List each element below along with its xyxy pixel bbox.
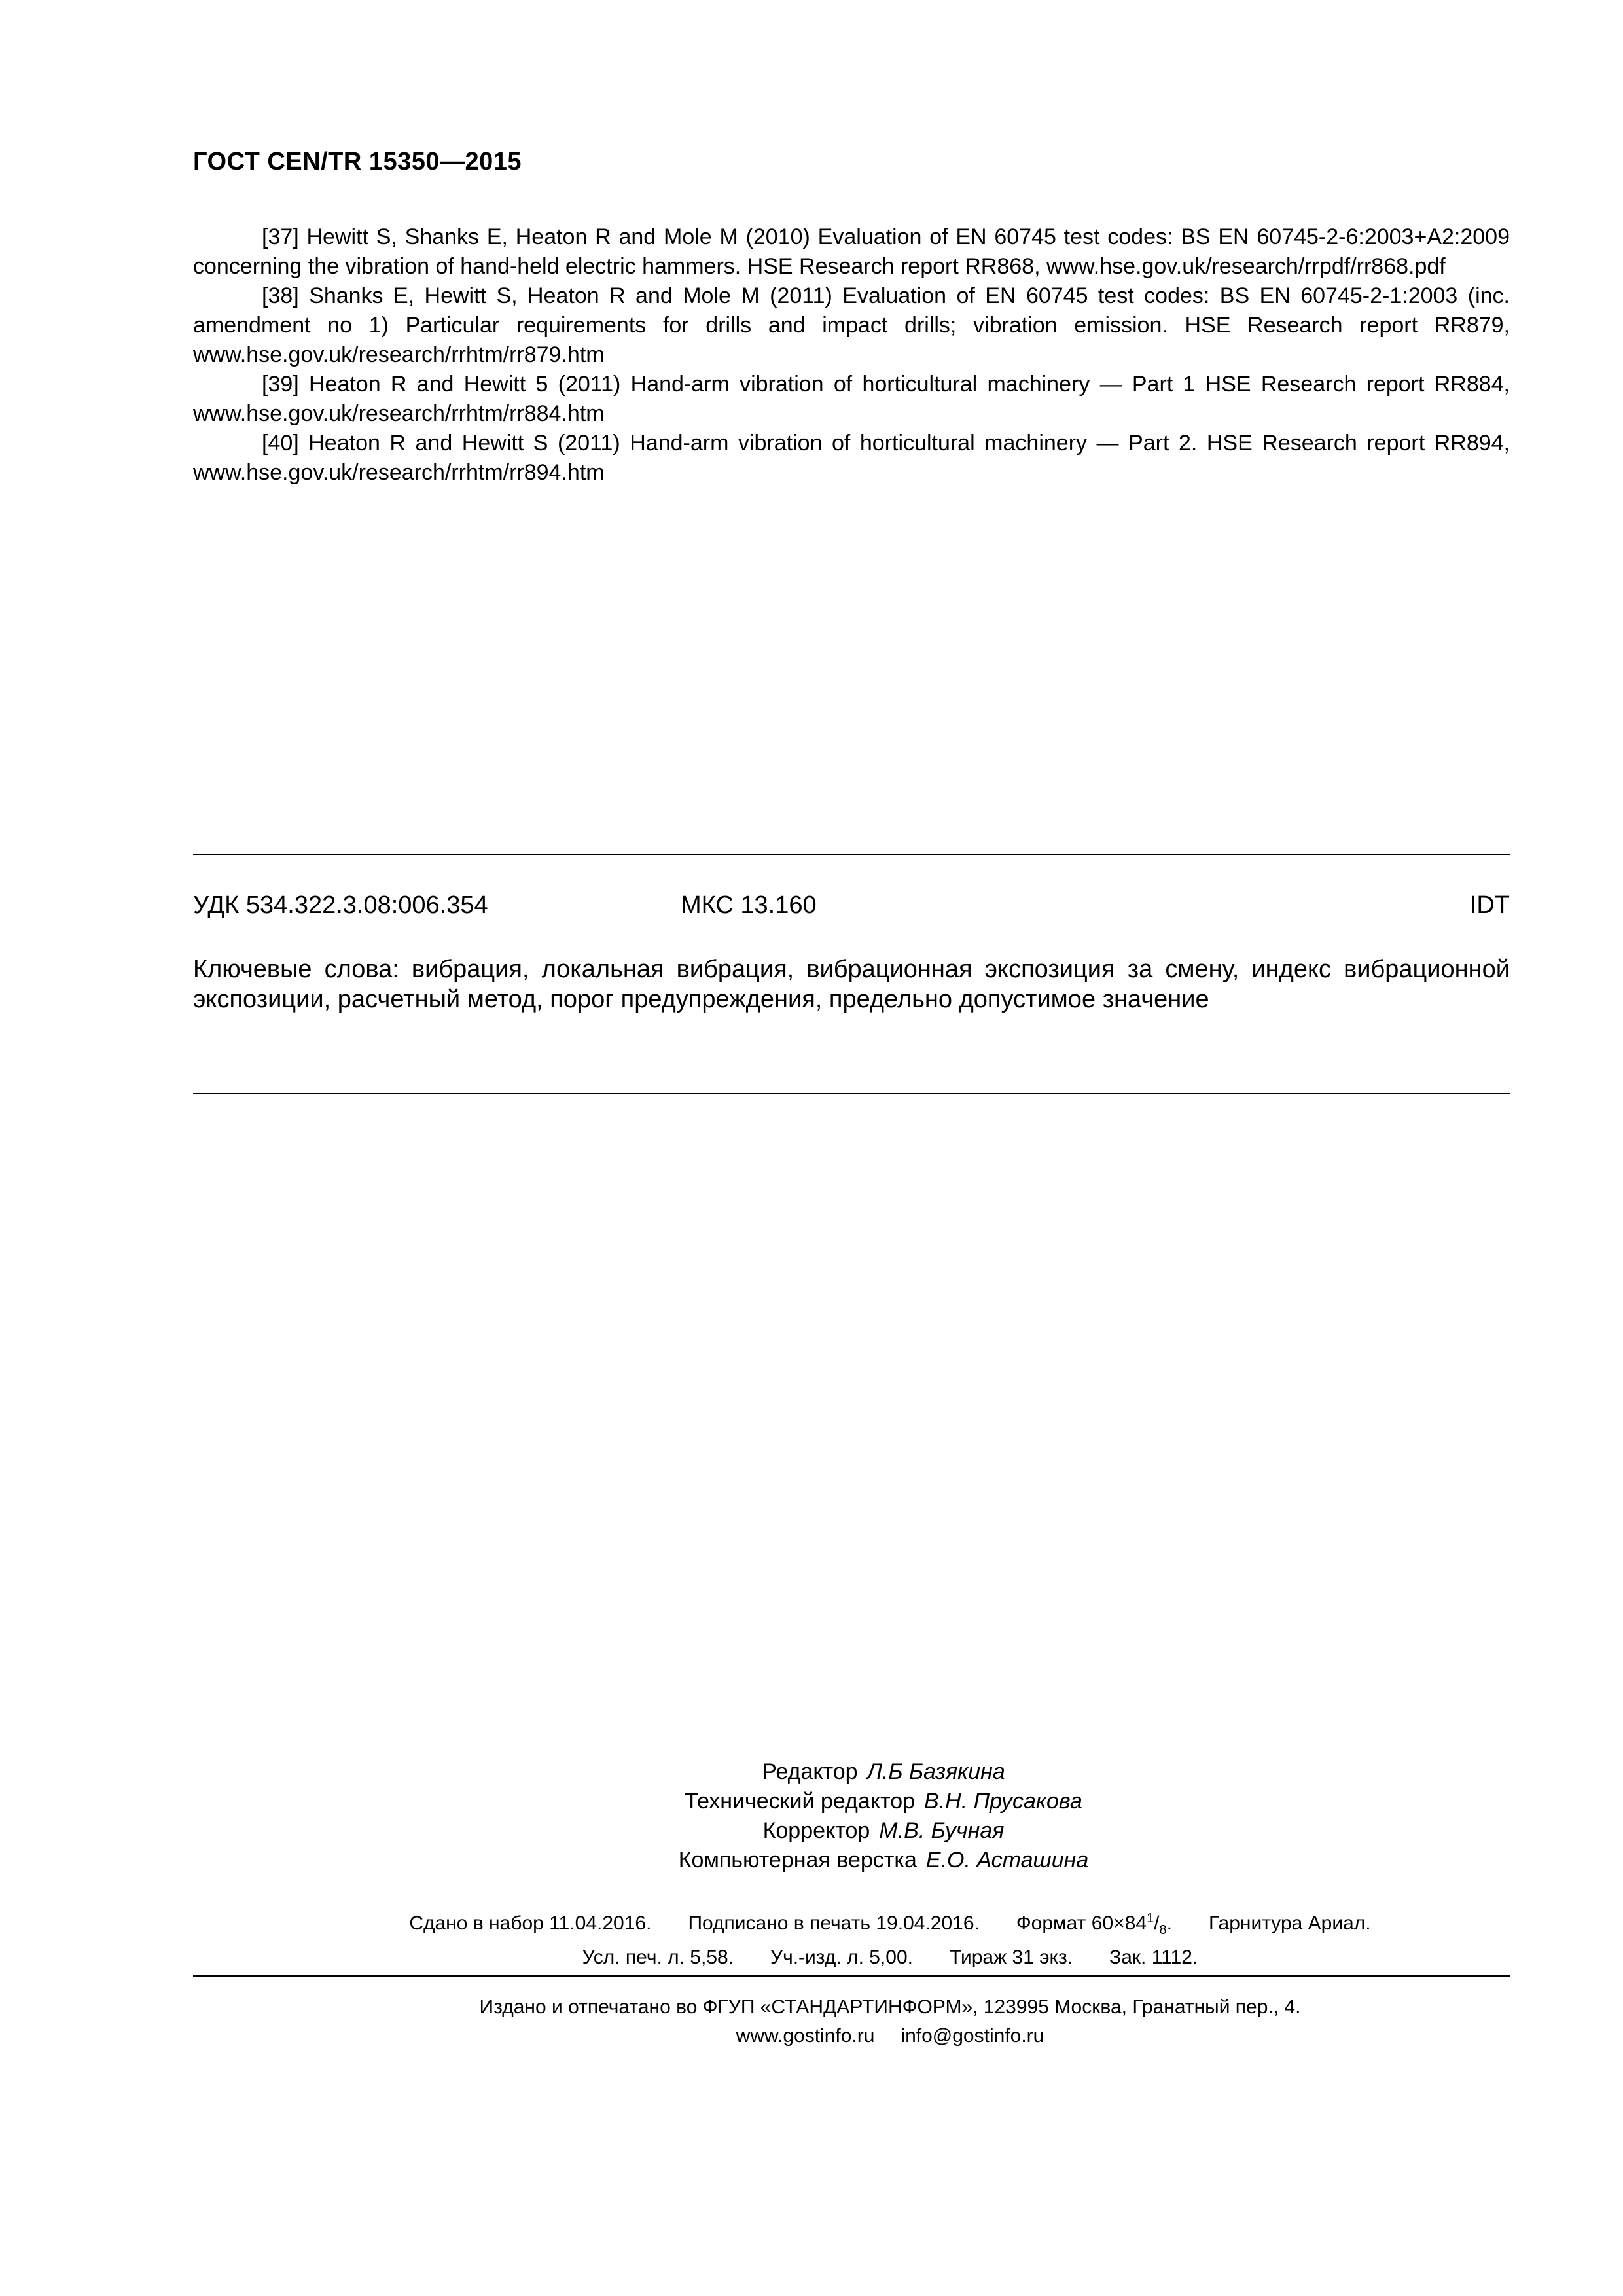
publisher-line: Издано и отпечатано во ФГУП «СТАНДАРТИНФОРМ», 123995 Москва, Гранатный пер., 4. xyxy=(479,1996,1301,2018)
imprint-print-sheets: Усл. печ. л. 5,58. xyxy=(582,1946,734,1968)
format-suffix: . xyxy=(1166,1912,1172,1934)
page-header-title: ГОСТ CEN/TR 15350—2015 xyxy=(193,148,522,175)
format-prefix: Формат 60×84 xyxy=(1016,1912,1147,1934)
imprint-submitted: Сдано в набор 11.04.2016. xyxy=(409,1912,652,1934)
keywords-paragraph: Ключевые слова: вибрация, локальная вибрация, вибрационная экспозиция за смену, индекс вибрационной экспозиции, расчетный метод, порог предупреждения, предельно допустимое значение xyxy=(193,956,1510,1013)
credit-editor xyxy=(589,1757,1178,1787)
reference-40: [40] Heaton R and Hewitt S (2011) Hand-arm vibration of horticultural machinery — Part 2. HSE Research report RR894, www.hse.gov.uk/research/rrhtm/rr894.htm xyxy=(193,431,1510,485)
imprint-format: Формат $60\times 84^1/_8$. xyxy=(1016,1911,1172,1937)
credit-proofreader xyxy=(589,1816,1178,1846)
credit-name: В.Н. Прусакова xyxy=(924,1789,1082,1814)
credit-role: Технический редактор xyxy=(685,1789,916,1814)
credit-name: Е.О. Асташина xyxy=(925,1848,1089,1873)
imprint-circulation: Тираж 31 экз. xyxy=(949,1946,1073,1968)
publisher-contacts xyxy=(353,2022,1427,2051)
reference-37: [37] Hewitt S, Shanks E, Heaton R and Mole M (2010) Evaluation of EN 60745 test codes: BS EN 60745-2-6:2003+A2:2009 concerning the vibration of hand-held electric hammers. HSE Research report RR868, www.hse.gov.uk/research/rrpdf/rr868.pdf xyxy=(193,224,1510,279)
divider-middle xyxy=(193,1093,1510,1094)
credit-name: Л.Б Базякина xyxy=(866,1759,1005,1784)
credit-role: Корректор xyxy=(762,1818,870,1843)
publisher-block xyxy=(353,1993,1427,2051)
imprint-line-1 xyxy=(353,1905,1427,1944)
udk-code: УДК 534.322.3.08:006.354 xyxy=(193,891,488,919)
reference-39: [39] Heaton R and Hewitt 5 (2011) Hand-arm vibration of horticultural machinery — Part 1 HSE Research report RR884, www.hse.gov.uk/research/rrhtm/rr884.htm xyxy=(193,372,1510,426)
format-sup: 1 xyxy=(1147,1911,1154,1926)
imprint-typeface: Гарнитура Ариал. xyxy=(1208,1912,1371,1934)
idt-label: IDT xyxy=(1469,891,1510,919)
credit-role: Компьютерная верстка xyxy=(678,1848,917,1873)
publisher-website-link[interactable]: www.gostinfo.ru xyxy=(736,2025,875,2047)
credits-block xyxy=(589,1757,1178,1875)
divider-top xyxy=(193,854,1510,855)
publisher-email-link[interactable]: info@gostinfo.ru xyxy=(901,2025,1044,2047)
format-sub: 8 xyxy=(1159,1923,1167,1937)
classification-row xyxy=(193,891,1510,924)
credit-name: М.В. Бучная xyxy=(879,1818,1005,1843)
credit-technical-editor xyxy=(589,1787,1178,1816)
mks-code: МКС 13.160 xyxy=(681,891,817,919)
imprint-block xyxy=(353,1905,1427,1971)
imprint-order: Зак. 1112. xyxy=(1109,1946,1198,1968)
credit-layout xyxy=(589,1846,1178,1875)
bibliography-list xyxy=(193,223,1510,488)
imprint-line-2 xyxy=(353,1944,1427,1971)
reference-38: [38] Shanks E, Hewitt S, Heaton R and Mole M (2011) Evaluation of EN 60745 test codes: BS EN 60745-2-1:2003 (inc. amendment no 1) Particular requirements for drills and impact drills; vibration emission. HSE Research report RR879, www.hse.gov.uk/research/rrhtm/rr879.htm xyxy=(193,283,1510,367)
imprint-pub-sheets: Уч.-изд. л. 5,00. xyxy=(770,1946,913,1968)
imprint-signed: Подписано в печать 19.04.2016. xyxy=(688,1912,980,1934)
credit-role: Редактор xyxy=(762,1759,858,1784)
divider-bottom xyxy=(193,1975,1510,1977)
